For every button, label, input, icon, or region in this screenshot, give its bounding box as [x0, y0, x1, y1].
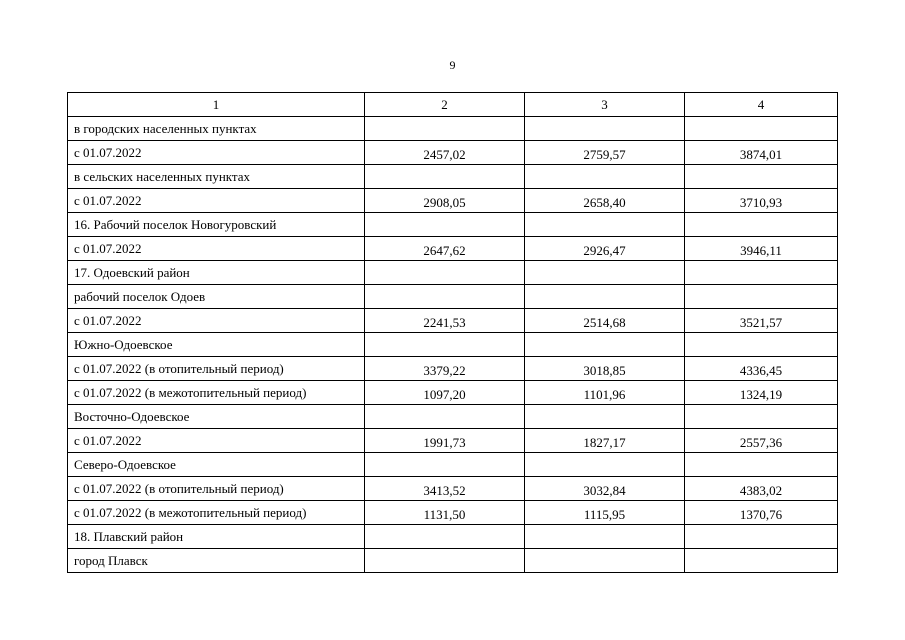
cell-col-4: [685, 165, 838, 189]
cell-col-4: [685, 261, 838, 285]
cell-col-2: [365, 213, 525, 237]
row-label: с 01.07.2022 (в межотопительный период): [68, 501, 365, 525]
column-header-1: 1: [68, 93, 365, 117]
tariff-table-body: [68, 93, 838, 573]
cell-col-2: 3413,52: [365, 477, 525, 501]
cell-col-2: [365, 453, 525, 477]
table-row: [68, 333, 838, 357]
cell-col-3: 1101,96: [525, 381, 685, 405]
cell-col-3: 1115,95: [525, 501, 685, 525]
cell-col-2: 1131,50: [365, 501, 525, 525]
row-label: с 01.07.2022: [68, 141, 365, 165]
cell-col-4: 3521,57: [685, 309, 838, 333]
row-label: с 01.07.2022: [68, 429, 365, 453]
cell-col-3: 2514,68: [525, 309, 685, 333]
cell-col-3: [525, 285, 685, 309]
table-row: [68, 237, 838, 261]
cell-col-2: 2241,53: [365, 309, 525, 333]
cell-col-2: 1991,73: [365, 429, 525, 453]
cell-col-3: 2658,40: [525, 189, 685, 213]
table-header-row: [68, 93, 838, 117]
table-row: [68, 501, 838, 525]
cell-col-3: [525, 117, 685, 141]
table-row: [68, 357, 838, 381]
cell-col-2: [365, 549, 525, 573]
row-label: с 01.07.2022 (в отопительный период): [68, 477, 365, 501]
cell-col-4: [685, 549, 838, 573]
cell-col-3: [525, 261, 685, 285]
row-label: в городских населенных пунктах: [68, 117, 365, 141]
cell-col-4: 1324,19: [685, 381, 838, 405]
cell-col-3: [525, 405, 685, 429]
cell-col-2: 2647,62: [365, 237, 525, 261]
cell-col-3: [525, 453, 685, 477]
cell-col-2: [365, 117, 525, 141]
cell-col-2: [365, 405, 525, 429]
cell-col-4: 3710,93: [685, 189, 838, 213]
table-row: [68, 117, 838, 141]
cell-col-2: 2908,05: [365, 189, 525, 213]
row-label: с 01.07.2022: [68, 189, 365, 213]
cell-col-4: 1370,76: [685, 501, 838, 525]
cell-col-2: 3379,22: [365, 357, 525, 381]
tariff-table: [67, 92, 838, 573]
cell-col-4: 4336,45: [685, 357, 838, 381]
cell-col-4: 3874,01: [685, 141, 838, 165]
cell-col-4: [685, 525, 838, 549]
row-label: Восточно-Одоевское: [68, 405, 365, 429]
cell-col-4: [685, 285, 838, 309]
table-row: [68, 309, 838, 333]
row-label: рабочий поселок Одоев: [68, 285, 365, 309]
column-header-2: 2: [365, 93, 525, 117]
cell-col-2: [365, 285, 525, 309]
cell-col-2: [365, 165, 525, 189]
row-label: в сельских населенных пунктах: [68, 165, 365, 189]
cell-col-3: 3018,85: [525, 357, 685, 381]
column-header-3: 3: [525, 93, 685, 117]
cell-col-3: [525, 213, 685, 237]
cell-col-2: [365, 525, 525, 549]
cell-col-2: [365, 261, 525, 285]
table-row: [68, 213, 838, 237]
cell-col-3: 3032,84: [525, 477, 685, 501]
table-row: [68, 261, 838, 285]
cell-col-2: 2457,02: [365, 141, 525, 165]
cell-col-3: [525, 525, 685, 549]
table-row: [68, 405, 838, 429]
cell-col-3: 2759,57: [525, 141, 685, 165]
cell-col-4: [685, 405, 838, 429]
table-row: [68, 549, 838, 573]
cell-col-3: 2926,47: [525, 237, 685, 261]
cell-col-4: 4383,02: [685, 477, 838, 501]
row-label: 17. Одоевский район: [68, 261, 365, 285]
row-label: Южно-Одоевское: [68, 333, 365, 357]
table-row: [68, 189, 838, 213]
table-row: [68, 141, 838, 165]
table-row: [68, 477, 838, 501]
cell-col-4: 2557,36: [685, 429, 838, 453]
row-label: с 01.07.2022: [68, 309, 365, 333]
row-label: с 01.07.2022 (в отопительный период): [68, 357, 365, 381]
cell-col-2: 1097,20: [365, 381, 525, 405]
table-row: [68, 525, 838, 549]
table-row: [68, 429, 838, 453]
row-label: 18. Плавский район: [68, 525, 365, 549]
cell-col-4: [685, 333, 838, 357]
row-label: Северо-Одоевское: [68, 453, 365, 477]
table-row: [68, 381, 838, 405]
cell-col-4: [685, 453, 838, 477]
cell-col-2: [365, 333, 525, 357]
table-row: [68, 285, 838, 309]
table-row: [68, 165, 838, 189]
cell-col-3: 1827,17: [525, 429, 685, 453]
cell-col-4: 3946,11: [685, 237, 838, 261]
cell-col-4: [685, 117, 838, 141]
row-label: город Плавск: [68, 549, 365, 573]
cell-col-4: [685, 213, 838, 237]
table-row: [68, 453, 838, 477]
cell-col-3: [525, 549, 685, 573]
cell-col-3: [525, 333, 685, 357]
row-label: с 01.07.2022: [68, 237, 365, 261]
row-label: 16. Рабочий поселок Новогуровский: [68, 213, 365, 237]
cell-col-3: [525, 165, 685, 189]
page-number: 9: [449, 58, 456, 72]
row-label: с 01.07.2022 (в межотопительный период): [68, 381, 365, 405]
column-header-4: 4: [685, 93, 838, 117]
